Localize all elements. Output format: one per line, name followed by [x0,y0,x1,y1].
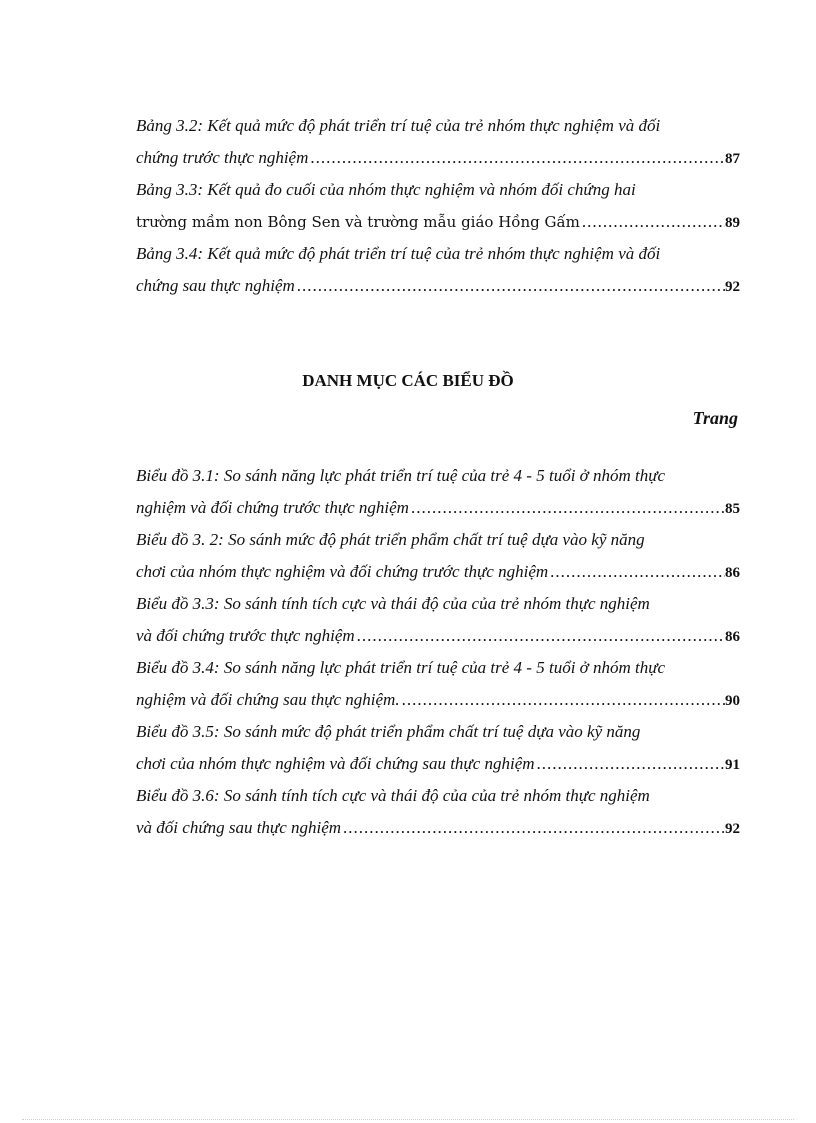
chart-list [136,460,740,844]
dot-leader [409,492,725,524]
section-heading: DANH MỤC CÁC BIỂU ĐỒ [302,371,514,390]
chart-entry-text: chơi của nhóm thực nghiệm và đối chứng trước thực nghiệm [136,562,549,581]
table-entry-3-2-line-1: Bảng 3.2: Kết quả mức độ phát triển trí tuệ của trẻ nhóm thực nghiệm và đối [136,116,661,135]
chart-entry-text: nghiệm và đối chứng sau thực nghiệm. [136,690,400,709]
page-number: 92 [725,821,740,837]
page-number: 87 [725,151,740,167]
table-entry-3-4-line-1: Bảng 3.4: Kết quả mức độ phát triển trí tuệ của trẻ nhóm thực nghiệm và đối [136,244,661,263]
table-entry-text: chứng sau thực nghiệm [136,276,295,295]
dot-leader [535,748,725,780]
chart-entry-3-1-line-1: Biểu đồ 3.1: So sánh năng lực phát triển trí tuệ của trẻ 4 - 5 tuổi ở nhóm thực [136,466,666,485]
page-number: 90 [725,693,740,709]
chart-entry-text: và đối chứng trước thực nghiệm [136,626,355,645]
page-number: 89 [725,215,740,231]
table-entry-text: trường mầm non Bông Sen và trường mẫu giáo Hồng Gấm [136,213,580,231]
page-number: 86 [725,565,740,581]
page-number: 86 [725,629,740,645]
page-number: 85 [725,501,740,517]
chart-entry-3-5-line-2 [136,748,740,780]
table-entry-3-2-line-2 [136,142,740,174]
chart-entry-text: chơi của nhóm thực nghiệm và đối chứng sau thực nghiệm [136,754,535,773]
chart-entry-3-3-line-1: Biểu đồ 3.3: So sánh tính tích cực và thái độ của của trẻ nhóm thực nghiệm [136,594,650,613]
page-bottom-edge [22,1119,794,1120]
table-entry-text: chứng trước thực nghiệm [136,148,309,167]
chart-entry-3-6-line-1: Biểu đồ 3.6: So sánh tính tích cực và thái độ của của trẻ nhóm thực nghiệm [136,786,650,805]
table-entry-3-4-line-2 [136,270,740,302]
dot-leader [341,812,725,844]
chart-entry-3-2-line-2 [136,556,740,588]
table-list [136,110,740,302]
chart-entry-text: và đối chứng sau thực nghiệm [136,818,342,837]
dot-leader [548,556,725,588]
chart-entry-3-3-line-2 [136,620,740,652]
dot-leader [295,270,725,302]
table-entry-3-3-line-1: Bảng 3.3: Kết quả đo cuối của nhóm thực nghiệm và nhóm đối chứng hai [136,180,636,199]
page-column-label: Trang [692,408,738,428]
dot-leader [580,206,725,238]
chart-entry-3-6-line-2 [136,812,740,844]
dot-leader [355,620,725,652]
page-number: 92 [725,279,740,295]
table-entry-3-3-line-2 [136,206,740,238]
dot-leader [308,142,725,174]
chart-entry-3-2-line-1: Biểu đồ 3. 2: So sánh mức độ phát triển phẩm chất trí tuệ dựa vào kỹ năng [136,530,645,549]
page-number: 91 [725,757,740,773]
dot-leader [400,684,725,716]
chart-entry-text: nghiệm và đối chứng trước thực nghiệm [136,498,409,517]
chart-entry-3-4-line-1: Biểu đồ 3.4: So sánh năng lực phát triển trí tuệ của trẻ 4 - 5 tuổi ở nhóm thực [136,658,666,677]
chart-entry-3-1-line-2 [136,492,740,524]
chart-entry-3-4-line-2 [136,684,740,716]
chart-entry-3-5-line-1: Biểu đồ 3.5: So sánh mức độ phát triển phẩm chất trí tuệ dựa vào kỹ năng [136,722,641,741]
